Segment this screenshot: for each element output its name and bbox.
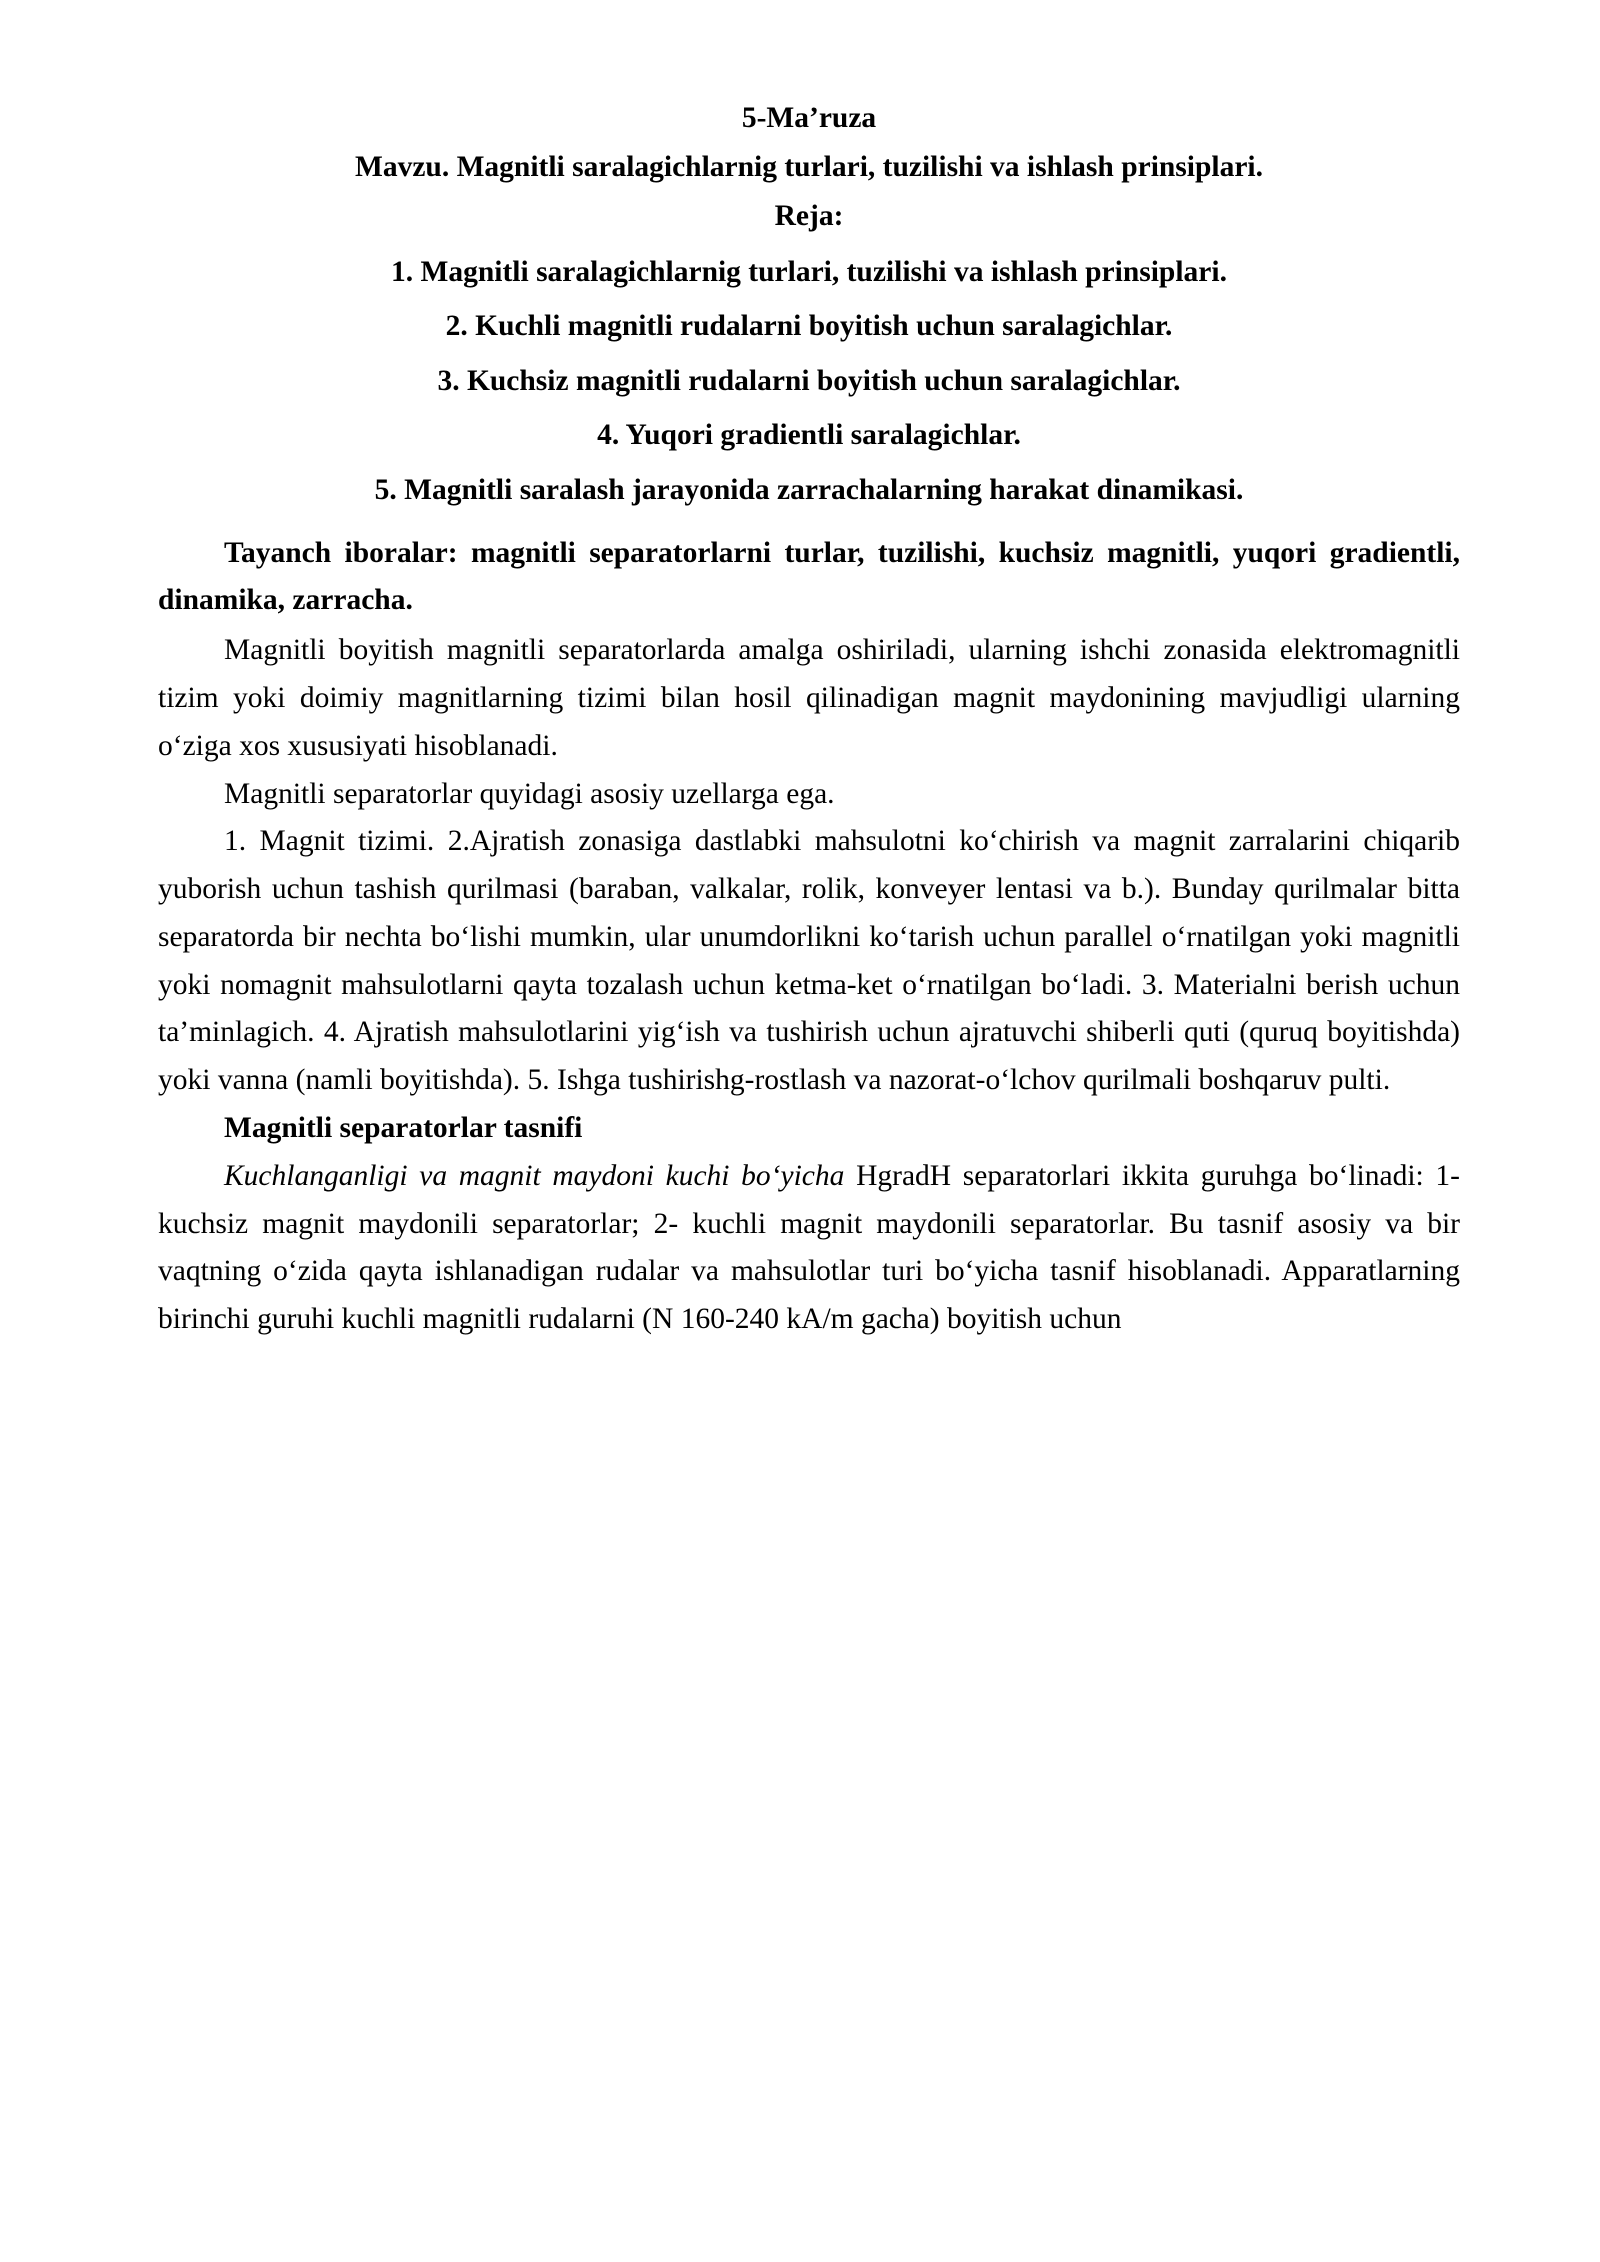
plan-item: 5. Magnitli saralash jarayonida zarrachalarning harakat dinamikasi. — [374, 473, 1244, 506]
plan-item: 4. Yuqori gradientli saralagichlar. — [597, 419, 1021, 451]
body-paragraph-4-rest: HgradH separatorlari ikkita guruhga bo‘linadi: 1- kuchsiz magnit maydonili separatorlar; 2- kuchli magnit maydonili separatorlar. Bu tasnif asosiy va bir vaqtning o‘zida qayta ishlanadigan rudalar va mahsulotlar turi bo‘yicha tasnif hisoblanadi. Apparatlarning birinchi guruhi kuchli magnitli rudalarni (N 160-240 kA/m gacha) boyitish uchun — [158, 1159, 1460, 1336]
plan-item: 1. Magnitli saralagichlarnig turlari, tuzilishi va ishlash prinsiplari. — [391, 255, 1227, 288]
section-subheading: Magnitli separatorlar tasnifi — [224, 1112, 583, 1145]
plan-label: Reja: — [774, 200, 844, 232]
subject-line: Mavzu. Magnitli saralagichlarnig turlari, tuzilishi va ishlash prinsiplari. — [354, 150, 1263, 183]
body-paragraph-2: Magnitli separatorlar quyidagi asosiy uzellarga ega. — [224, 777, 835, 810]
plan-item: 3. Kuchsiz magnitli rudalarni boyitish uchun saralagichlar. — [437, 364, 1181, 397]
body-paragraph-1: Magnitli boyitish magnitli separatorlarda amalga oshiriladi, ularning ishchi zonasida elektromagnitli tizim yoki doimiy magnitlarning tizimi bilan hosil qilinadigan magnit maydonining mavjudligi ularning o‘ziga xos xususiyati hisoblanadi. — [158, 634, 1460, 762]
italic-lead-phrase: Kuchlanganligi va magnit maydoni kuchi bo‘yicha — [224, 1159, 845, 1192]
document-body — [158, 104, 1460, 1344]
keywords-paragraph: Tayanch iboralar: magnitli separatorlarni turlar, tuzilishi, kuchsiz magnitli, yuqori gradientli, dinamika, zarracha. — [158, 537, 1460, 616]
lecture-title: 5-Ma’ruza — [741, 102, 877, 134]
body-paragraph-4 — [158, 1153, 1460, 1344]
body-paragraph-3: 1. Magnit tizimi. 2.Ajratish zonasiga dastlabki mahsulotni ko‘chirish va magnit zarralarini chiqarib yuborish uchun tashish qurilmasi (baraban, valkalar, rolik, konveyer lentasi va b.). Bunday qurilmalar bitta separatorda bir nechta bo‘lishi mumkin, ular unumdorlikni ko‘tarish uchun parallel o‘rnatilgan yoki magnitli yoki nomagnit mahsulotlarni qayta tozalash uchun ketma-ket o‘rnatilgan bo‘ladi. 3. Materialni berish uchun ta’minlagich. 4. Ajratish mahsulotlarini yig‘ish va tushirish uchun ajratuvchi shiberli quti (quruq boyitishda) yoki vanna (namli boyitishda). 5. Ishga tushirishg-rostlash va nazorat-o‘lchov qurilmali boshqaruv pulti. — [158, 825, 1460, 1097]
plan-item: 2. Kuchli magnitli rudalarni boyitish uchun saralagichlar. — [445, 310, 1173, 342]
